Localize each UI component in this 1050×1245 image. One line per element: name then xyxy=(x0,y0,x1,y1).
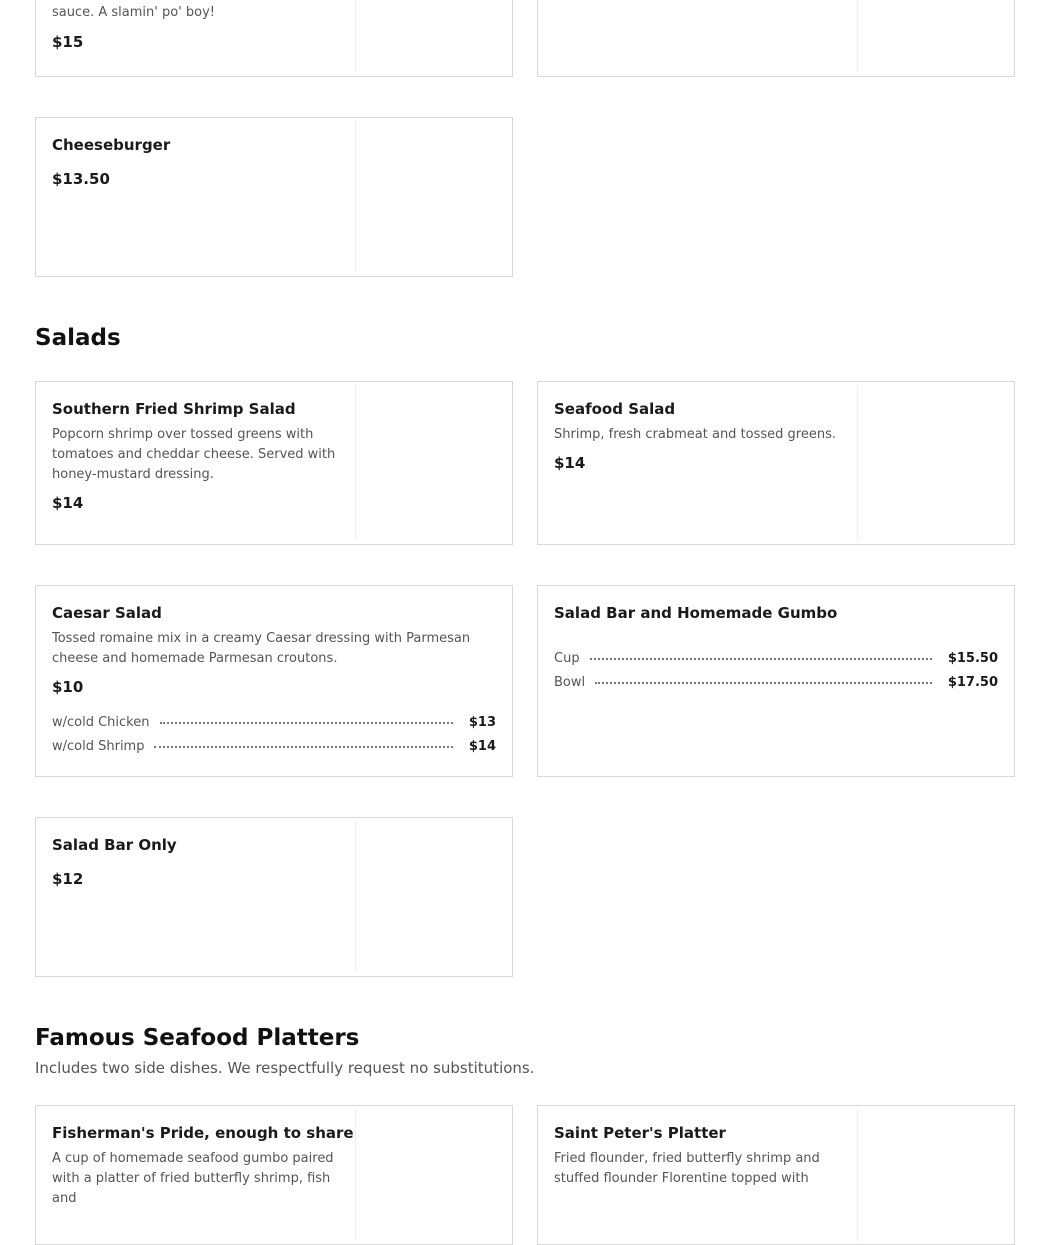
option-label: w/cold Shrimp xyxy=(52,738,145,754)
menu-card-caesar-salad[interactable] xyxy=(35,585,513,777)
section-title-salads: Salads xyxy=(35,325,121,351)
option-label: Cup xyxy=(554,650,580,666)
option-price: $15.50 xyxy=(947,650,998,666)
item-image-placeholder xyxy=(355,121,509,273)
item-image-placeholder xyxy=(355,821,509,973)
dotted-leader xyxy=(595,682,932,684)
menu-card-salad-bar-gumbo[interactable] xyxy=(537,585,1015,777)
item-description: Popcorn shrimp over tossed greens with tomatoes and cheddar cheese. Served with honey-mustard dressing. xyxy=(52,427,336,482)
menu-card-saint-peters-platter[interactable] xyxy=(537,1105,1015,1245)
item-name: Southern Fried Shrimp Salad xyxy=(52,400,296,418)
item-name: Fisherman's Pride, enough to share xyxy=(52,1124,354,1142)
menu-card-partial-left[interactable] xyxy=(35,0,513,77)
menu-card-seafood-salad[interactable] xyxy=(537,381,1015,545)
option-price: $14 xyxy=(468,738,496,754)
item-name: Salad Bar Only xyxy=(52,836,177,854)
dotted-leader xyxy=(154,746,452,748)
item-name: Saint Peter's Platter xyxy=(554,1124,726,1142)
item-description: Tossed romaine mix in a creamy Caesar dressing with Parmesan cheese and homemade Parmesan croutons. xyxy=(52,631,471,666)
item-description: sauce. A slamin' po' boy! xyxy=(52,5,216,20)
item-price: $10 xyxy=(52,678,84,696)
item-name: Salad Bar and Homemade Gumbo xyxy=(554,604,838,622)
menu-card-salad-bar-only[interactable] xyxy=(35,817,513,977)
dotted-leader xyxy=(160,722,453,724)
item-image-placeholder xyxy=(857,1109,1011,1241)
item-price: $14 xyxy=(554,454,586,472)
item-description: Fried flounder, fried butterfly shrimp and stuffed flounder Florentine topped with xyxy=(554,1151,820,1186)
menu-card-partial-right[interactable] xyxy=(537,0,1015,77)
item-name: Caesar Salad xyxy=(52,604,162,622)
item-name: Cheeseburger xyxy=(52,136,171,154)
option-price: $13 xyxy=(468,714,496,730)
menu-card-fishermans-pride[interactable] xyxy=(35,1105,513,1245)
item-image-placeholder xyxy=(355,0,509,73)
option-price: $17.50 xyxy=(947,674,998,690)
section-title-platters: Famous Seafood Platters xyxy=(35,1025,360,1051)
option-label: w/cold Chicken xyxy=(52,714,150,730)
menu-card-cheeseburger[interactable] xyxy=(35,117,513,277)
section-subtitle: Includes two side dishes. We respectfully request no substitutions. xyxy=(35,1059,535,1077)
item-description: Shrimp, fresh crabmeat and tossed greens. xyxy=(554,427,836,442)
item-image-placeholder xyxy=(355,385,509,541)
item-name: Seafood Salad xyxy=(554,400,676,418)
item-description: A cup of homemade seafood gumbo paired with a platter of fried butterfly shrimp, fish and xyxy=(52,1151,334,1206)
option-label: Bowl xyxy=(554,674,586,690)
item-image-placeholder xyxy=(857,0,1011,73)
menu-card-southern-fried-shrimp-salad[interactable] xyxy=(35,381,513,545)
item-price: $15 xyxy=(52,33,84,51)
price-option-row xyxy=(554,672,998,692)
item-price: $14 xyxy=(52,494,84,512)
item-price: $12 xyxy=(52,870,84,888)
dotted-leader xyxy=(590,658,932,660)
item-image-placeholder xyxy=(857,385,1011,541)
price-option-row xyxy=(554,648,998,668)
item-price: $13.50 xyxy=(52,170,110,188)
price-option-row xyxy=(52,712,496,732)
price-option-row xyxy=(52,736,496,756)
item-image-placeholder xyxy=(355,1109,509,1241)
